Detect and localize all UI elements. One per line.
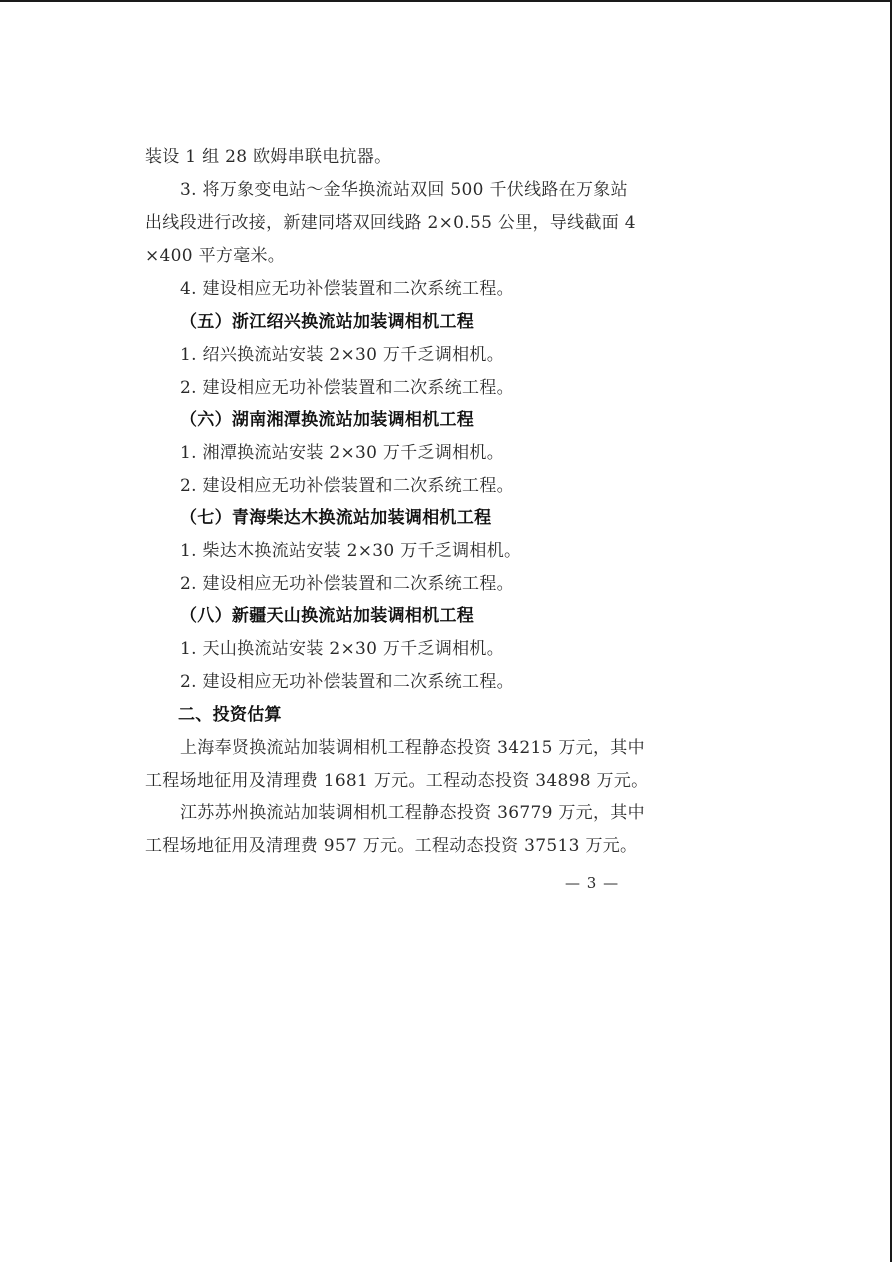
paragraph-line: 江苏苏州换流站加装调相机工程静态投资 36779 万元，其中: [180, 803, 645, 823]
paragraph-line: 装设 1 组 28 欧姆串联电抗器。: [145, 147, 392, 167]
paragraph-line: 工程场地征用及清理费 957 万元。工程动态投资 37513 万元。: [145, 836, 638, 856]
list-item-2: 2. 建设相应无功补偿装置和二次系统工程。: [180, 672, 514, 692]
paragraph-line: 工程场地征用及清理费 1681 万元。工程动态投资 34898 万元。: [145, 771, 649, 791]
list-item-1: 1. 天山换流站安装 2×30 万千乏调相机。: [180, 639, 505, 659]
page-number: — 3 —: [565, 874, 620, 892]
subsection-heading-6: （六）湖南湘潭换流站加装调相机工程: [180, 410, 475, 430]
list-item-1: 1. 柴达木换流站安装 2×30 万千乏调相机。: [180, 541, 522, 561]
paragraph-line: 上海奉贤换流站加装调相机工程静态投资 34215 万元，其中: [180, 738, 645, 758]
list-item-1: 1. 湘潭换流站安装 2×30 万千乏调相机。: [180, 443, 505, 463]
list-item-2: 2. 建设相应无功补偿装置和二次系统工程。: [180, 476, 514, 496]
list-item-3: 3. 将万象变电站～金华换流站双回 500 千伏线路在万象站: [180, 180, 628, 200]
list-item-2: 2. 建设相应无功补偿装置和二次系统工程。: [180, 574, 514, 594]
list-item-4: 4. 建设相应无功补偿装置和二次系统工程。: [180, 279, 514, 299]
section-heading-investment: 二、投资估算: [178, 705, 282, 725]
list-item-1: 1. 绍兴换流站安装 2×30 万千乏调相机。: [180, 345, 505, 365]
paragraph-line: ×400 平方毫米。: [145, 246, 286, 266]
paragraph-line: 出线段进行改接，新建同塔双回线路 2×0.55 公里，导线截面 4: [145, 213, 636, 233]
subsection-heading-8: （八）新疆天山换流站加装调相机工程: [180, 606, 475, 626]
subsection-heading-7: （七）青海柴达木换流站加装调相机工程: [180, 508, 492, 528]
list-item-2: 2. 建设相应无功补偿装置和二次系统工程。: [180, 378, 514, 398]
scan-border-top: [0, 0, 892, 2]
subsection-heading-5: （五）浙江绍兴换流站加装调相机工程: [180, 312, 475, 332]
